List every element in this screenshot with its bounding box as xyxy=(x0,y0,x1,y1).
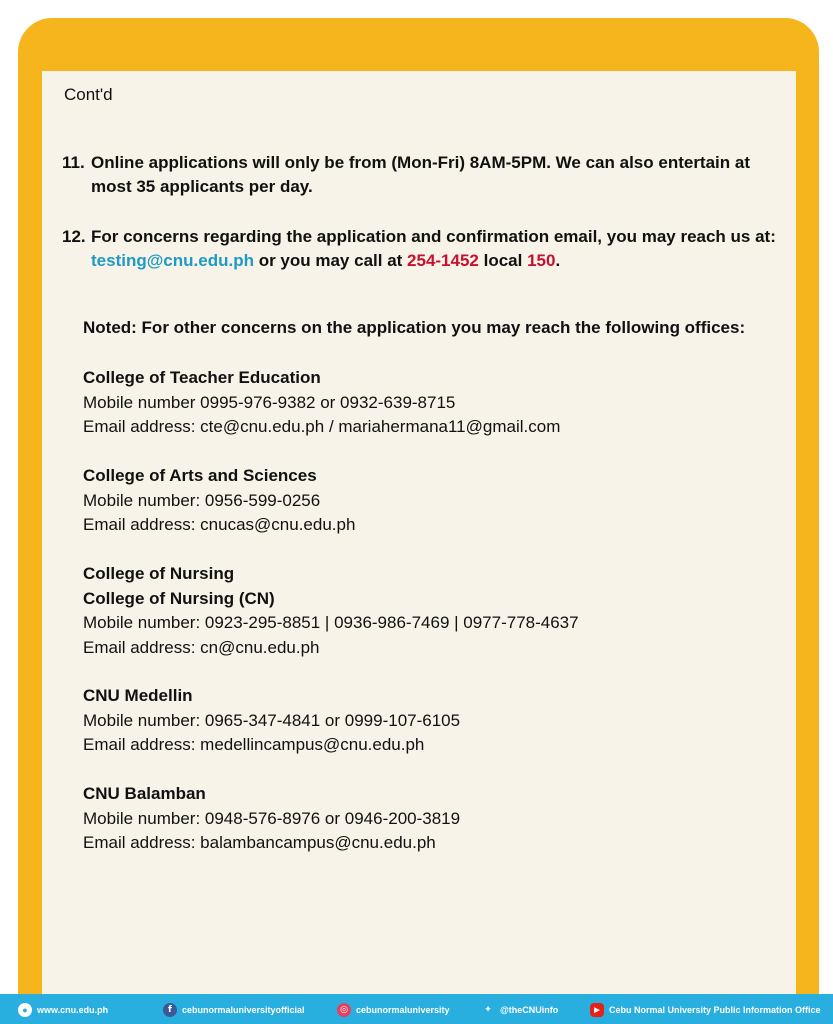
globe-icon: ● xyxy=(18,1003,32,1017)
contd-label: Cont'd xyxy=(64,85,113,104)
office-teacher-education xyxy=(83,366,560,440)
footer-instagram-label: cebunormaluniversity xyxy=(356,1005,450,1015)
footer-website[interactable] xyxy=(18,1002,108,1018)
office-mobile: Mobile number: 0948-576-8976 or 0946-200-3819 xyxy=(83,808,461,828)
office-email: Email address: cn@cnu.edu.ph xyxy=(83,637,320,657)
footer-twitter[interactable] xyxy=(481,1002,558,1018)
item-number: 12. xyxy=(62,227,86,246)
footer-instagram[interactable] xyxy=(337,1002,450,1018)
footer-website-label: www.cnu.edu.ph xyxy=(37,1005,109,1015)
office-mobile: Mobile number 0995-976-9382 or 0932-639-8715 xyxy=(83,392,456,412)
office-medellin xyxy=(83,684,460,758)
office-mobile: Mobile number: 0965-347-4841 or 0999-107-6105 xyxy=(83,710,461,730)
office-email: Email address: cte@cnu.edu.ph / mariahermana11@gmail.com xyxy=(83,417,561,436)
office-nursing xyxy=(83,562,579,660)
item-text xyxy=(91,225,782,273)
twitter-icon: ✦ xyxy=(484,1004,492,1015)
office-name: College of Arts and Sciences xyxy=(83,466,317,485)
office-mobile: Mobile number: 0956-599-0256 xyxy=(83,490,321,510)
footer-youtube[interactable] xyxy=(590,1002,821,1018)
instagram-icon: ◎ xyxy=(337,1003,351,1017)
footer-facebook[interactable] xyxy=(163,1002,305,1018)
phone-number: 254-1452 xyxy=(407,251,479,270)
noted-heading: Noted: For other concerns on the application you may reach the following offices: xyxy=(83,318,746,337)
office-mobile: Mobile number: 0923-295-8851 | 0936-986-7469 | 0977-778-4637 xyxy=(83,613,579,632)
item-text: Online applications will only be from (Mon-Fri) 8AM-5PM. We can also entertain at most 35 applicants per day. xyxy=(91,153,750,196)
office-name: College of Nursing xyxy=(83,564,235,583)
footer-facebook-label: cebunormaluniversityofficial xyxy=(182,1005,305,1015)
footer-twitter-label: @theCNUinfo xyxy=(500,1005,559,1015)
list-item-12 xyxy=(62,225,782,273)
office-email: Email address: cnucas@cnu.edu.ph xyxy=(83,515,356,534)
item-text-part: or you may call at xyxy=(253,251,408,270)
facebook-icon: f xyxy=(163,1003,177,1017)
item-text-part: . xyxy=(555,251,561,270)
office-arts-sciences xyxy=(83,464,355,538)
office-email: Email address: balambancampus@cnu.edu.ph xyxy=(83,833,436,852)
content-panel xyxy=(42,71,796,996)
item-text-part: local xyxy=(478,251,528,270)
local-number: 150 xyxy=(527,251,556,270)
footer-bar xyxy=(0,994,833,1024)
testing-email-link[interactable]: testing@cnu.edu.ph xyxy=(91,251,254,270)
office-name: CNU Balamban xyxy=(83,784,206,803)
item-text-part: For concerns regarding the application and confirmation email, you may reach us at: xyxy=(91,227,776,246)
office-name: College of Teacher Education xyxy=(83,368,321,387)
footer-youtube-label: Cebu Normal University Public Information Office xyxy=(609,1005,821,1015)
item-number: 11. xyxy=(62,153,85,172)
office-email: Email address: medellincampus@cnu.edu.ph xyxy=(83,735,425,754)
youtube-icon: ▶ xyxy=(590,1003,604,1017)
list-item-11 xyxy=(62,151,782,199)
office-balamban xyxy=(83,782,460,856)
office-name: College of Nursing (CN) xyxy=(83,588,275,608)
office-name: CNU Medellin xyxy=(83,686,193,705)
